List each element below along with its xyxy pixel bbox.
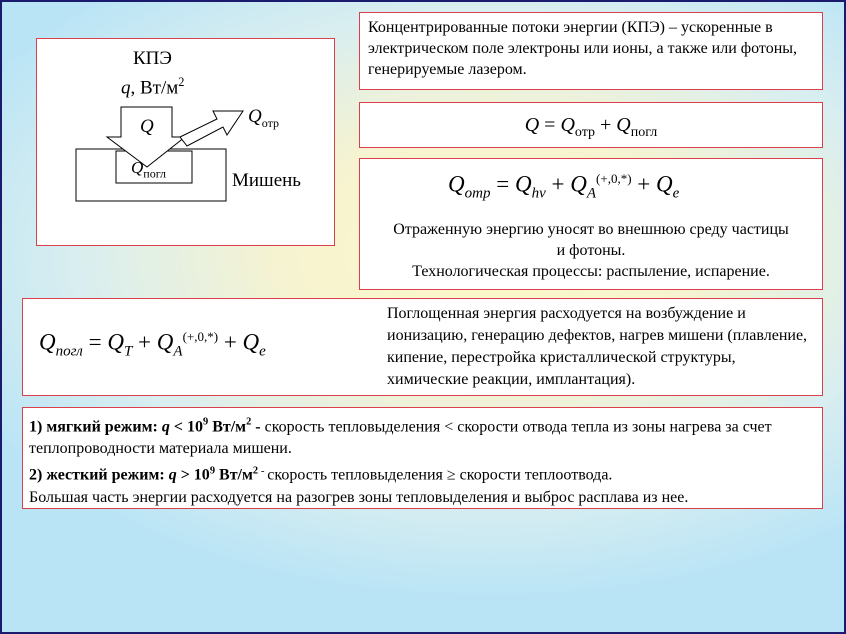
definition-text: Концентрированные потоки энергии (КПЭ) – ускоренные в электрическом поле электроны или ионы, а также или фотоны, генерируемые лазером.: [368, 19, 798, 78]
soft-mode: 1) мягкий режим: $q < 10^9$ $Вт/м^2$ - скорость тепловыделения < скорости отвода тепла из зоны нагрева за счет теплопроводности материала мишени.: [29, 417, 772, 458]
hard-mode: 2) жесткий режим: $q > 10^9$ $Вт/м^2$ - скорость тепловыделения ≥ скорости теплоотвода.: [29, 465, 613, 484]
q-symbol: q: [121, 77, 131, 99]
modes-box: [22, 407, 823, 509]
reflected-arrow: [180, 111, 243, 146]
hard-mode-detail: Большая часть энергии расходуется на разогрев зоны тепловыделения и выброс расплава из нее.: [29, 488, 689, 506]
absorbed-formula: $Q_{погл} = Q_T + Q_A^{(+,0,*)} + Q_e$: [39, 329, 266, 360]
reflected-energy-box: [359, 158, 823, 290]
reflected-label: $Q_{отр}$: [248, 106, 279, 130]
q-unit-sup: 2: [178, 75, 185, 89]
target-label: Мишень: [232, 170, 301, 191]
kpe-title: КПЭ: [133, 48, 172, 69]
diagram-box: [36, 38, 335, 246]
absorbed-label: $Q_{погл}$: [131, 158, 167, 181]
q-unit: , Вт/м: [130, 77, 179, 99]
absorbed-text: Поглощенная энергия расходуется на возбуждение и ионизацию, генерацию дефектов, нагрев мишени (плавление, кипение, перестройка кристаллической структуры, химические реакции, имплантация).: [387, 305, 808, 388]
energy-flow-diagram: [37, 39, 336, 247]
reflected-text: Отраженную энергию уносят во внешнюю среду частицы и фотоны. Технологическая процессы: распыление, испарение.: [393, 221, 789, 280]
balance-formula: $Q = Q_{отр} + Q_{погл}$: [524, 114, 658, 140]
balance-formula-box: [359, 102, 823, 148]
definition-box: [359, 12, 823, 90]
reflected-formula: $Q_{отр} = Q_{h\nu} + Q_A^{(+,0,*)} + Q_e$: [448, 171, 680, 202]
incident-label: Q: [140, 116, 154, 137]
absorbed-energy-box: [22, 298, 823, 396]
